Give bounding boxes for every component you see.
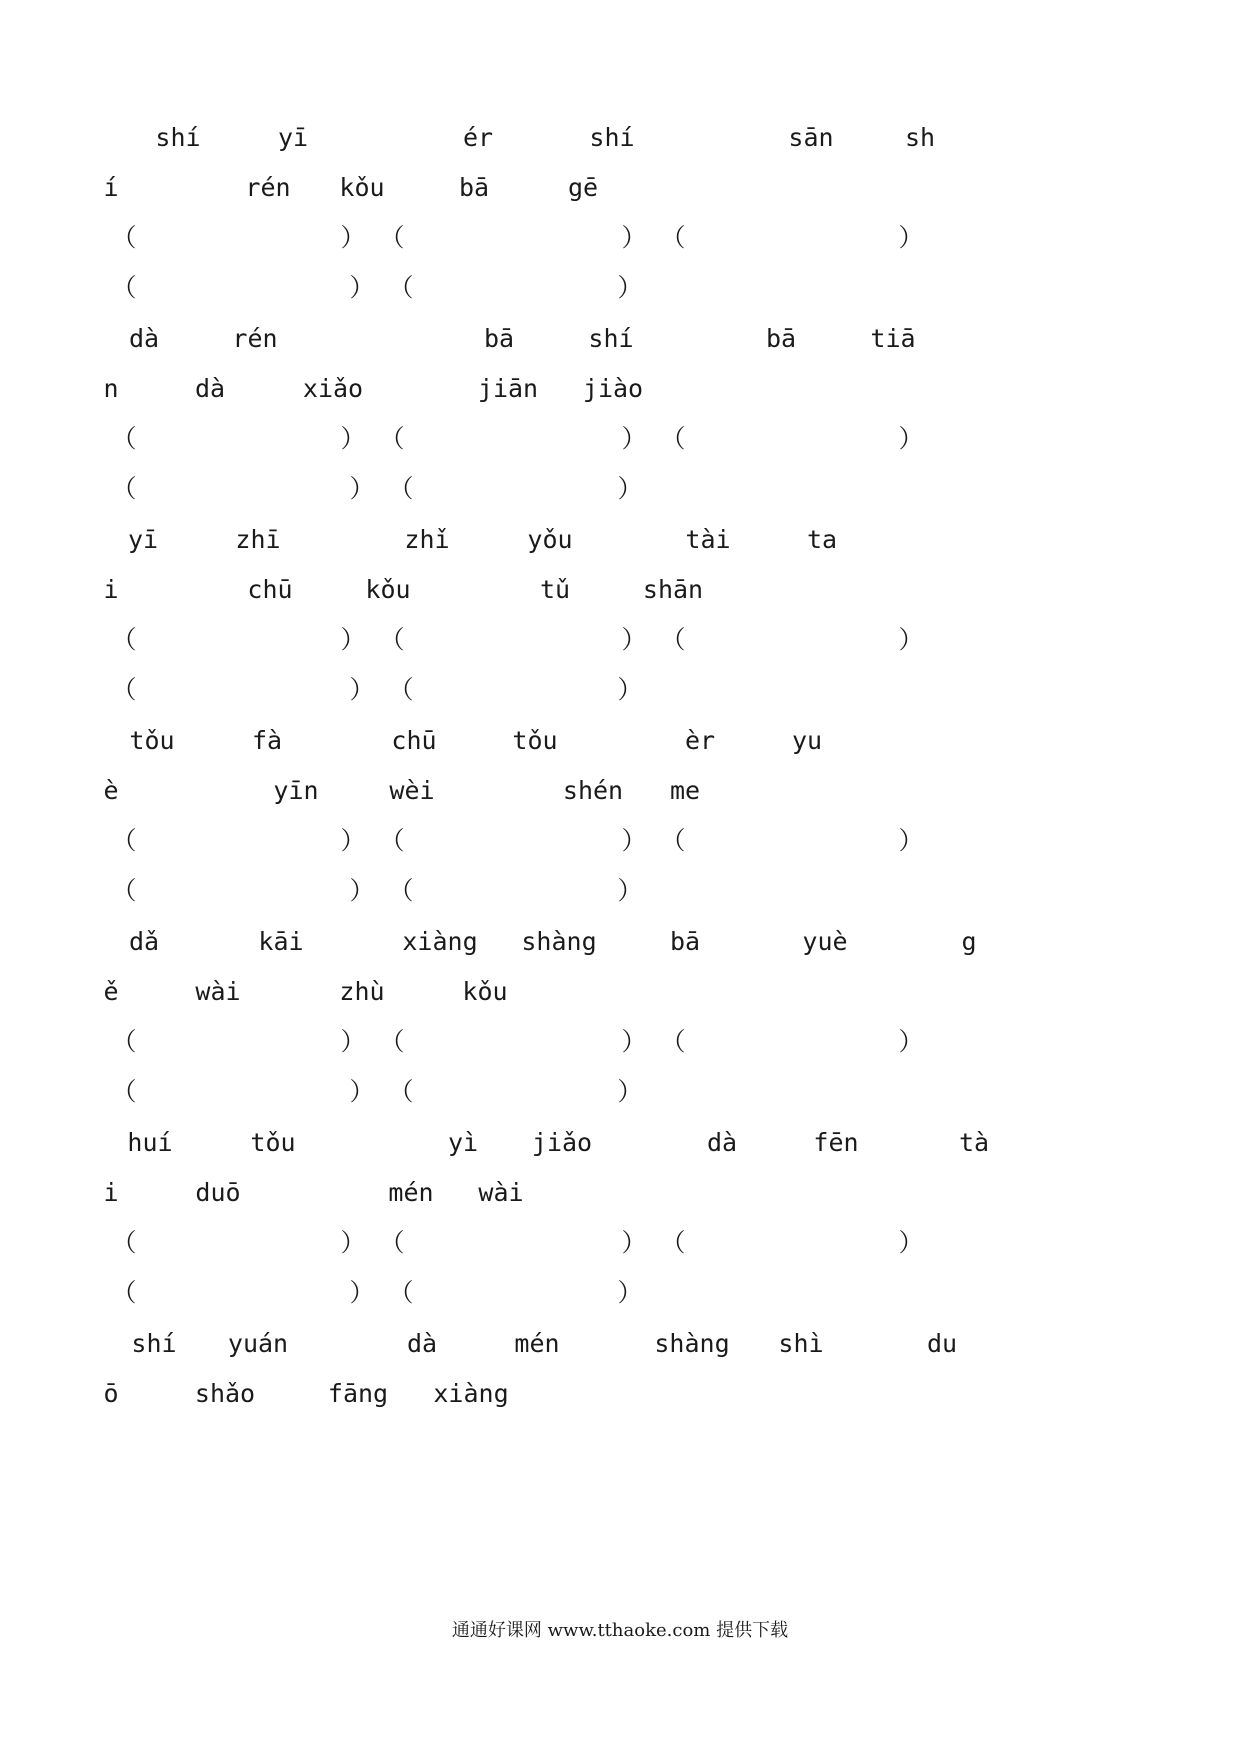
pinyin-word: bā [765, 324, 797, 353]
pinyin-word: wài [478, 1178, 524, 1207]
pinyin-word: n [103, 374, 119, 403]
answer-bracket-close: ） [621, 1027, 647, 1056]
pinyin-word: dà [128, 324, 160, 353]
pinyin-word: shén [562, 776, 624, 805]
answer-bracket-open: （ [111, 1077, 137, 1106]
pinyin-word: kǒu [365, 575, 411, 604]
answer-bracket-open: （ [111, 1278, 137, 1307]
answer-bracket-open: （ [388, 876, 414, 905]
pinyin-word: xiǎo [302, 374, 364, 403]
pinyin-word: i [103, 1178, 119, 1207]
pinyin-word: jiān [477, 374, 539, 403]
pinyin-word: kāi [258, 927, 304, 956]
pinyin-word: shān [642, 575, 704, 604]
pinyin-word: jiǎo [531, 1128, 593, 1157]
pinyin-word: yuè [802, 927, 848, 956]
answer-bracket-close: ） [898, 424, 924, 453]
answer-bracket-close: ） [340, 223, 366, 252]
pinyin-word: sh [904, 123, 936, 152]
pinyin-word: rén [232, 324, 278, 353]
answer-bracket-close: ） [340, 424, 366, 453]
pinyin-word: mén [514, 1329, 560, 1358]
answer-bracket-close: ） [340, 826, 366, 855]
answer-bracket-close: ） [898, 223, 924, 252]
pinyin-word: kǒu [339, 173, 385, 202]
answer-bracket-close: ） [349, 675, 375, 704]
answer-bracket-close: ） [349, 1077, 375, 1106]
answer-bracket-open: （ [111, 1228, 137, 1257]
pinyin-word: tǒu [512, 726, 558, 755]
pinyin-word: jiào [582, 374, 644, 403]
pinyin-word: mén [388, 1178, 434, 1207]
pinyin-word: shì [778, 1329, 824, 1358]
answer-bracket-close: ） [349, 1278, 375, 1307]
pinyin-word: dǎ [128, 927, 160, 956]
answer-bracket-open: （ [111, 1027, 137, 1056]
pinyin-word: ě [103, 977, 119, 1006]
pinyin-word: gē [567, 173, 599, 202]
pinyin-word: shí [131, 1329, 177, 1358]
answer-bracket-open: （ [388, 1278, 414, 1307]
answer-bracket-close: ） [621, 424, 647, 453]
answer-bracket-close: ） [617, 876, 643, 905]
pinyin-word: tà [958, 1128, 990, 1157]
answer-bracket-open: （ [379, 1027, 405, 1056]
pinyin-word: dà [706, 1128, 738, 1157]
answer-bracket-close: ） [617, 1278, 643, 1307]
answer-bracket-open: （ [379, 223, 405, 252]
pinyin-word: shàng [654, 1329, 730, 1358]
answer-bracket-close: ） [621, 223, 647, 252]
pinyin-word: shǎo [194, 1379, 256, 1408]
answer-bracket-open: （ [660, 1228, 686, 1257]
footer-credit: 通通好课网 www.tthaoke.com 提供下载 [451, 1620, 789, 1641]
answer-bracket-open: （ [111, 675, 137, 704]
pinyin-word: fà [251, 726, 283, 755]
pinyin-word: chū [247, 575, 293, 604]
pinyin-word: ér [462, 123, 494, 152]
pinyin-word: yīn [273, 776, 319, 805]
pinyin-word: sān [788, 123, 834, 152]
pinyin-word: í [103, 173, 119, 202]
pinyin-word: zhù [339, 977, 385, 1006]
pinyin-word: huí [127, 1128, 173, 1157]
pinyin-word: shí [589, 123, 635, 152]
answer-bracket-close: ） [898, 826, 924, 855]
answer-bracket-close: ） [349, 273, 375, 302]
pinyin-word: wèi [389, 776, 435, 805]
pinyin-word: dà [406, 1329, 438, 1358]
pinyin-word: du [926, 1329, 958, 1358]
pinyin-word: rén [245, 173, 291, 202]
answer-bracket-open: （ [111, 424, 137, 453]
pinyin-word: bā [669, 927, 701, 956]
answer-bracket-open: （ [111, 625, 137, 654]
pinyin-word: fāng [327, 1379, 389, 1408]
answer-bracket-open: （ [660, 826, 686, 855]
pinyin-word: duō [195, 1178, 241, 1207]
answer-bracket-close: ） [349, 876, 375, 905]
answer-bracket-close: ） [898, 625, 924, 654]
pinyin-word: ō [103, 1379, 119, 1408]
pinyin-word: èr [684, 726, 716, 755]
pinyin-word: tǒu [129, 726, 175, 755]
answer-bracket-open: （ [379, 826, 405, 855]
pinyin-word: yu [791, 726, 823, 755]
pinyin-word: tiā [870, 324, 916, 353]
answer-bracket-open: （ [111, 826, 137, 855]
answer-bracket-close: ） [617, 474, 643, 503]
answer-bracket-close: ） [340, 1027, 366, 1056]
answer-bracket-close: ） [898, 1228, 924, 1257]
answer-bracket-close: ） [617, 1077, 643, 1106]
pinyin-word: i [103, 575, 119, 604]
answer-bracket-open: （ [111, 876, 137, 905]
pinyin-word: bā [483, 324, 515, 353]
pinyin-word: zhī [235, 525, 281, 554]
answer-bracket-close: ） [621, 1228, 647, 1257]
answer-bracket-close: ） [621, 826, 647, 855]
pinyin-word: yǒu [527, 525, 573, 554]
answer-bracket-open: （ [379, 424, 405, 453]
answer-bracket-open: （ [111, 223, 137, 252]
answer-bracket-close: ） [340, 1228, 366, 1257]
pinyin-word: xiàng [402, 927, 478, 956]
answer-bracket-open: （ [111, 474, 137, 503]
pinyin-word: ta [806, 525, 838, 554]
answer-bracket-open: （ [379, 625, 405, 654]
pinyin-word: shí [588, 324, 634, 353]
pinyin-word: wài [195, 977, 241, 1006]
pinyin-word: yì [447, 1128, 479, 1157]
pinyin-word: chū [391, 726, 437, 755]
answer-bracket-open: （ [388, 1077, 414, 1106]
pinyin-word: kǒu [462, 977, 508, 1006]
pinyin-word: bā [458, 173, 490, 202]
pinyin-word: tài [685, 525, 731, 554]
answer-bracket-open: （ [388, 474, 414, 503]
answer-bracket-close: ） [349, 474, 375, 503]
pinyin-word: yī [277, 123, 309, 152]
answer-bracket-close: ） [617, 675, 643, 704]
answer-bracket-close: ） [340, 625, 366, 654]
answer-bracket-open: （ [111, 273, 137, 302]
answer-bracket-open: （ [379, 1228, 405, 1257]
pinyin-word: shàng [521, 927, 597, 956]
pinyin-word: è [103, 776, 119, 805]
pinyin-word: g [961, 927, 977, 956]
answer-bracket-open: （ [388, 675, 414, 704]
pinyin-word: tǒu [250, 1128, 296, 1157]
answer-bracket-close: ） [617, 273, 643, 302]
pinyin-word: dà [194, 374, 226, 403]
answer-bracket-open: （ [388, 273, 414, 302]
pinyin-word: shí [155, 123, 201, 152]
answer-bracket-open: （ [660, 223, 686, 252]
answer-bracket-open: （ [660, 1027, 686, 1056]
pinyin-word: zhǐ [404, 525, 450, 554]
answer-bracket-close: ） [621, 625, 647, 654]
answer-bracket-open: （ [660, 625, 686, 654]
answer-bracket-close: ） [898, 1027, 924, 1056]
pinyin-word: yī [127, 525, 159, 554]
pinyin-word: yuán [227, 1329, 289, 1358]
pinyin-word: xiàng [433, 1379, 509, 1408]
answer-bracket-open: （ [660, 424, 686, 453]
pinyin-word: tǔ [539, 575, 571, 604]
pinyin-word: me [669, 776, 701, 805]
pinyin-word: fēn [813, 1128, 859, 1157]
